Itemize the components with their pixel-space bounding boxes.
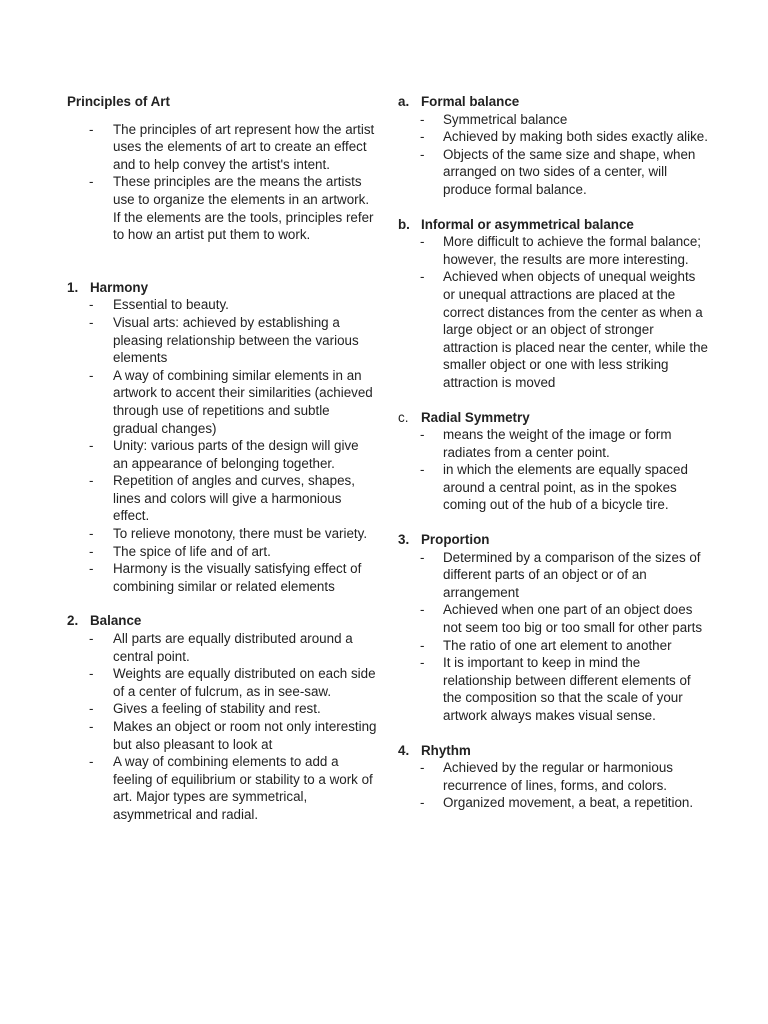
- list-item: [398, 637, 708, 655]
- list-item-text: Harmony is the visually satisfying effect of combining similar or related elements: [113, 561, 362, 594]
- bullet-marker: -: [420, 111, 425, 127]
- list-item-text: A way of combining similar elements in an artwork to accent their similarities (achieved through use of repetitions and subtle gradual changes): [113, 367, 373, 436]
- bullet-marker: -: [89, 526, 94, 542]
- list-item: [398, 146, 708, 199]
- section-number: a.: [398, 94, 410, 109]
- list-item: [67, 173, 377, 243]
- list-item-text: means the weight of the image or form radiates from a center point.: [443, 427, 672, 460]
- page-title: Principles of Art: [67, 94, 170, 109]
- list-item: [398, 759, 708, 794]
- bullet-marker: -: [89, 754, 94, 770]
- bullet-marker: -: [420, 655, 425, 671]
- section-number: 4.: [398, 742, 410, 758]
- section-heading: [398, 742, 708, 760]
- list-item: [67, 525, 377, 543]
- list-item-text: Gives a feeling of stability and rest.: [113, 701, 321, 717]
- bullet-marker: -: [89, 121, 94, 137]
- list-item-text: Unity: various parts of the design will give an appearance of belonging together.: [113, 438, 359, 471]
- section-heading: [398, 93, 708, 111]
- bullet-marker: -: [89, 473, 94, 489]
- bullet-marker: -: [89, 297, 94, 313]
- section-rhythm: [398, 742, 708, 812]
- section-heading-text: Informal or asymmetrical balance: [421, 216, 634, 232]
- list-item: [67, 296, 377, 314]
- bullet-marker: -: [420, 427, 425, 443]
- list-item-text: Achieved when one part of an object does not seem too big or too small for other parts: [443, 602, 703, 636]
- section-number: 3.: [398, 532, 410, 548]
- bullet-marker: -: [89, 543, 94, 559]
- list-item: [67, 367, 377, 437]
- section-heading-text: Radial Symmetry: [421, 409, 530, 425]
- list-item: [398, 426, 708, 461]
- list-item-text: Essential to beauty.: [113, 297, 229, 313]
- section-bullets: [67, 296, 377, 595]
- section-number: 1.: [67, 279, 79, 295]
- section-bullets: [67, 630, 377, 824]
- list-item-text: Determined by a comparison of the sizes of different parts of an object or of an arrangement: [443, 549, 701, 600]
- list-item: [398, 268, 708, 391]
- list-item-text: Objects of the same size and shape, when arranged on two sides of a center, will produce formal balance.: [443, 146, 696, 197]
- bullet-marker: -: [89, 719, 94, 734]
- bullet-marker: -: [89, 701, 94, 717]
- list-item-text: Organized movement, a beat, a repetition.: [443, 795, 694, 811]
- section-heading-text: Proportion: [421, 532, 490, 548]
- list-item-text: Makes an object or room not only interesting but also pleasant to look at: [113, 719, 377, 752]
- list-item-text: The ratio of one art element to another: [443, 637, 672, 653]
- intro-list: [67, 121, 377, 244]
- list-item-text: A way of combining elements to add a feeling of equilibrium or stability to a work of art. Major types are symmetrical, asymmetrical and radial.: [113, 754, 373, 822]
- list-item-text: The principles of art represent how the artist uses the elements of art to create an effect and to help convey the artist's intent.: [113, 121, 375, 172]
- bullet-marker: -: [89, 561, 94, 577]
- list-item-text: All parts are equally distributed around a central point.: [113, 631, 353, 664]
- bullet-marker: -: [420, 129, 425, 145]
- list-item: [398, 128, 708, 146]
- section-radial-symmetry: [398, 409, 708, 515]
- list-item-text: Achieved by the regular or harmonious recurrence of lines, forms, and colors.: [443, 760, 674, 793]
- list-item: [67, 314, 377, 367]
- bullet-marker: -: [420, 234, 425, 250]
- list-item: [67, 665, 377, 700]
- section-informal-balance: [398, 216, 708, 392]
- bullet-marker: -: [420, 146, 425, 162]
- section-heading-text: Balance: [90, 613, 142, 629]
- section-balance: [67, 612, 377, 823]
- section-bullets: [398, 759, 708, 812]
- list-item-text: in which the elements are equally spaced around a central point, as in the spokes coming out of the hub of a bicycle tire.: [443, 462, 688, 513]
- section-number: b.: [398, 216, 410, 232]
- bullet-marker: -: [89, 666, 94, 682]
- bullet-marker: -: [420, 760, 425, 776]
- list-item: [67, 560, 377, 595]
- list-item-text: More difficult to achieve the formal balance; however, the results are more interesting.: [443, 234, 702, 267]
- bullet-marker: -: [420, 637, 425, 653]
- list-item-text: Achieved when objects of unequal weights or unequal attractions are placed at the correct distances from the center as when a large object or an object of stronger attraction is placed near the center, while the smaller object or one with less striking attraction is moved: [443, 269, 708, 390]
- bullet-marker: -: [420, 549, 425, 565]
- bullet-marker: -: [89, 314, 94, 330]
- section-bullets: [398, 426, 708, 514]
- section-heading: [398, 531, 708, 549]
- list-item: [67, 700, 377, 718]
- list-item-text: Repetition of angles and curves, shapes, lines and colors will give a harmonious effect.: [113, 473, 355, 524]
- list-item: [398, 654, 708, 724]
- list-item-text: These principles are the means the artists use to organize the elements in an artwork. If the elements are the tools, principles refer to how an artist put them to work.: [113, 174, 374, 243]
- section-heading-text: Harmony: [90, 279, 149, 295]
- section-heading-text: Rhythm: [421, 742, 471, 758]
- list-item: [398, 111, 708, 129]
- bullet-marker: -: [89, 367, 94, 383]
- section-heading: [67, 279, 377, 297]
- bullet-marker: -: [420, 602, 425, 618]
- bullet-marker: -: [420, 269, 425, 285]
- list-item-text: The spice of life and of art.: [113, 543, 271, 559]
- list-item: [67, 543, 377, 561]
- bullet-marker: -: [420, 462, 425, 478]
- section-number: 2.: [67, 613, 79, 629]
- section-harmony: [67, 279, 377, 596]
- list-item: [67, 630, 377, 665]
- section-bullets: [398, 111, 708, 199]
- list-item: [67, 718, 377, 753]
- section-heading: [67, 612, 377, 630]
- section-bullets: [398, 233, 708, 391]
- list-item-text: Weights are equally distributed on each side of a center of fulcrum, as in see-saw.: [113, 666, 376, 699]
- list-item-text: Achieved by making both sides exactly alike.: [443, 129, 708, 145]
- section-formal-balance: [398, 93, 708, 199]
- section-heading: [398, 409, 708, 427]
- list-item: [67, 437, 377, 472]
- bullet-marker: -: [89, 174, 94, 190]
- list-item: [398, 233, 708, 268]
- list-item: [398, 549, 708, 602]
- section-heading-text: Formal balance: [421, 94, 520, 109]
- section-bullets: [398, 549, 708, 725]
- list-item: [398, 794, 708, 812]
- list-item-text: Visual arts: achieved by establishing a pleasing relationship between the various elements: [113, 314, 359, 366]
- bullet-marker: -: [89, 438, 94, 454]
- bullet-marker: -: [420, 795, 425, 811]
- left-column: [67, 93, 377, 824]
- list-item: [67, 753, 377, 823]
- list-item-text: It is important to keep in mind the relationship between different elements of the composition so that the scale of your artwork always makes visual sense.: [443, 655, 691, 723]
- list-item-text: To relieve monotony, there must be variety.: [113, 526, 368, 542]
- section-proportion: [398, 531, 708, 725]
- list-item: [67, 121, 377, 174]
- section-heading: [398, 216, 708, 234]
- bullet-marker: -: [89, 631, 94, 647]
- list-item: [398, 461, 708, 514]
- section-number: c.: [398, 409, 409, 425]
- list-item-text: Symmetrical balance: [443, 111, 568, 127]
- list-item: [67, 472, 377, 525]
- list-item: [398, 601, 708, 636]
- right-column: [398, 93, 708, 812]
